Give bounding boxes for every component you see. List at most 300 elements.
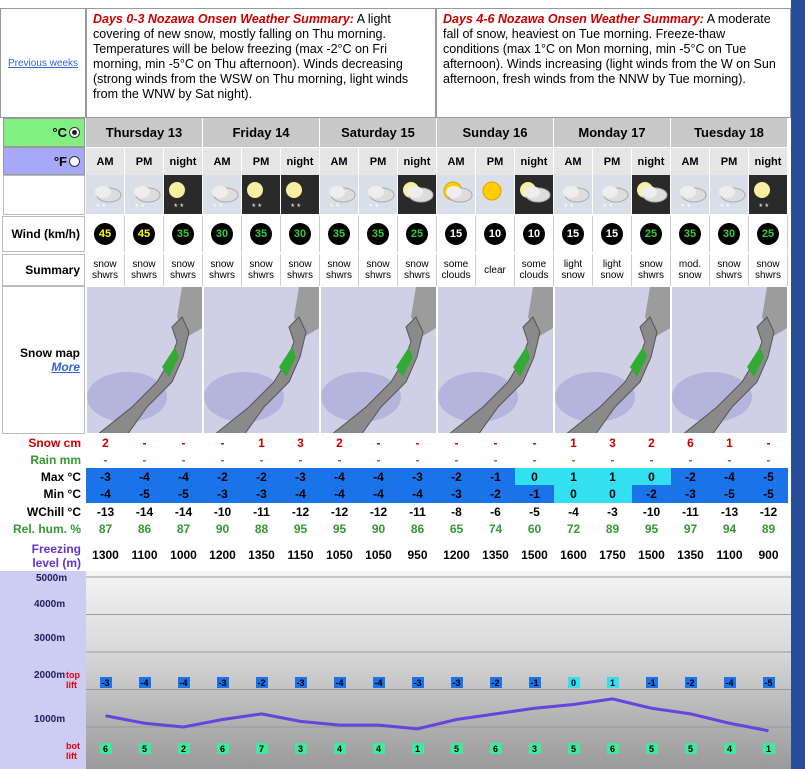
min-cell: -4	[320, 485, 359, 503]
min-cell: -4	[86, 485, 125, 503]
snow-label: Snow cm	[28, 436, 81, 450]
top-lift-temp: -2	[491, 677, 500, 688]
wchill-cell: -6	[476, 503, 515, 520]
snow-map-thumbnail[interactable]	[554, 286, 671, 434]
wind-cell	[125, 216, 164, 252]
wchill-cell: -12	[281, 503, 320, 520]
rain-cell: -	[203, 452, 242, 468]
min-cell: -4	[398, 485, 437, 503]
icon-row-label	[3, 175, 85, 215]
svg-text:* *: * *	[213, 202, 223, 212]
cloud-snow-icon	[593, 175, 632, 214]
freezing-level-line	[106, 699, 769, 731]
max-cell: -1	[476, 468, 515, 485]
wind-speed-badge: 45	[133, 223, 155, 245]
rain-cell: -	[671, 452, 710, 468]
snow-cloud-icon	[320, 175, 359, 214]
wind-speed-badge: 25	[757, 223, 779, 245]
rain-cell: -	[515, 452, 554, 468]
rh-cell: 86	[398, 520, 437, 538]
rh-cell: 90	[359, 520, 398, 538]
more-link[interactable]: More	[51, 360, 80, 374]
wind-speed-badge: 10	[484, 223, 506, 245]
svg-text:* *: * *	[759, 202, 769, 212]
freezing-label: Freezing level (m)	[31, 541, 81, 570]
max-cell: -3	[281, 468, 320, 485]
wind-label: Wind (km/h)	[2, 216, 85, 252]
rain-cell: -	[242, 452, 281, 468]
snow-cell: -	[359, 434, 398, 452]
summary-cell: snow shwrs	[359, 254, 398, 286]
fahrenheit-label: °F	[53, 153, 67, 169]
max-cell: 1	[554, 468, 593, 485]
wind-cell	[749, 216, 788, 252]
period-header: PM	[710, 147, 749, 175]
rain-cell: -	[749, 452, 788, 468]
rain-cell: -	[125, 452, 164, 468]
period-header: AM	[554, 147, 593, 175]
rh-cell: 74	[476, 520, 515, 538]
snow-cell: 2	[632, 434, 671, 452]
moon-snow-icon	[749, 175, 788, 214]
rain-cell: -	[554, 452, 593, 468]
snow-cell: -	[164, 434, 203, 452]
min-cell: -2	[476, 485, 515, 503]
rh-cell: 89	[749, 520, 788, 538]
summary-days-0-3	[86, 8, 436, 118]
snow-cloud-icon	[86, 175, 125, 214]
snow-cell: -	[749, 434, 788, 452]
wchill-cell: -12	[359, 503, 398, 520]
snow-cell: 3	[593, 434, 632, 452]
freezing-level-chart	[86, 571, 805, 769]
snow-cloud-icon	[125, 175, 164, 214]
min-cell: -3	[203, 485, 242, 503]
bot-lift-temp: 6	[100, 743, 112, 754]
period-header: night	[281, 147, 320, 175]
summary-text-1: A moderate fall of snow, heaviest on Tue morning. Freeze-thaw conditions (max 1°C on Mon morning, min -5°C on Tue afternoon). Winds increasing (light winds from the W on Sun afternoon, fresh winds from the NNW by Tue morning).	[443, 12, 776, 86]
bot-lift-temp: 5	[451, 743, 463, 754]
period-header: PM	[125, 147, 164, 175]
top-lift-temp: -4	[179, 677, 188, 688]
summary-title-1: Days 4-6 Nozawa Onsen Weather Summary:	[443, 12, 704, 26]
snow-cell: -	[515, 434, 554, 452]
moon-cloud-icon	[632, 175, 671, 214]
rh-cell: 94	[710, 520, 749, 538]
freezing-cell: 1000	[170, 548, 197, 562]
snow-cell: 6	[671, 434, 710, 452]
snow-map-label	[2, 286, 85, 434]
snow-cell: 1	[554, 434, 593, 452]
min-label: Min °C	[43, 487, 81, 501]
freezing-cell: 950	[407, 548, 428, 562]
freezing-cell: 1050	[365, 548, 392, 562]
rh-cell: 87	[86, 520, 125, 538]
wind-speed-badge: 15	[601, 223, 623, 245]
freezing-cell: 1100	[131, 548, 158, 562]
max-cell: -4	[164, 468, 203, 485]
wind-cell	[554, 216, 593, 252]
bot-lift-temp: 6	[490, 743, 502, 754]
period-header: AM	[671, 147, 710, 175]
wind-cell	[164, 216, 203, 252]
summary-cell: clear	[476, 254, 515, 286]
min-cell: -1	[515, 485, 554, 503]
rh-cell: 86	[125, 520, 164, 538]
snow-cell: -	[476, 434, 515, 452]
period-header: night	[164, 147, 203, 175]
wchill-label: WChill °C	[26, 504, 81, 519]
freezing-cell: 1200	[209, 548, 236, 562]
wind-speed-badge: 35	[328, 223, 350, 245]
sun-icon	[476, 175, 515, 214]
rain-cell: -	[398, 452, 437, 468]
period-header: AM	[86, 147, 125, 175]
wchill-cell: -10	[632, 503, 671, 520]
previous-weeks-link[interactable]: Previous weeks	[7, 57, 79, 69]
bot-lift-temp: 3	[295, 743, 307, 754]
max-cell: -4	[320, 468, 359, 485]
top-lift-temp: -1	[530, 677, 539, 688]
max-cell: -2	[242, 468, 281, 485]
top-lift-temp: 1	[607, 677, 619, 688]
wchill-cell: -3	[593, 503, 632, 520]
svg-text:* *: * *	[291, 202, 301, 212]
alt-5000: 5000m	[36, 573, 68, 584]
summary-cell: snow shwrs	[398, 254, 437, 286]
wind-cell	[710, 216, 749, 252]
period-header: night	[749, 147, 788, 175]
svg-text:* *: * *	[135, 202, 145, 212]
svg-text:* *: * *	[720, 202, 730, 212]
wind-cell	[593, 216, 632, 252]
snow-cell: -	[398, 434, 437, 452]
day-header: Friday 14	[203, 118, 320, 147]
freezing-cell: 1300	[92, 548, 119, 562]
snow-map-thumbnail[interactable]	[320, 286, 437, 434]
summary-cell: snow shwrs	[242, 254, 281, 286]
rain-cell: -	[281, 452, 320, 468]
wind-speed-badge: 45	[94, 223, 116, 245]
bot-lift-temp: 4	[373, 743, 385, 754]
bot-lift-temp: 6	[607, 743, 619, 754]
period-header: PM	[476, 147, 515, 175]
moon-snow-icon	[281, 175, 320, 214]
wchill-cell: -13	[86, 503, 125, 520]
wind-cell	[203, 216, 242, 252]
period-header: PM	[593, 147, 632, 175]
min-cell: 0	[554, 485, 593, 503]
top-lift-temp: -4	[140, 677, 149, 688]
alt-3000: 3000m	[34, 633, 66, 644]
svg-text:* *: * *	[330, 202, 340, 212]
day-header: Saturday 15	[320, 118, 437, 147]
wchill-cell: -4	[554, 503, 593, 520]
wind-cell	[281, 216, 320, 252]
snow-cell: 1	[242, 434, 281, 452]
rh-cell: 87	[164, 520, 203, 538]
rh-cell: 95	[632, 520, 671, 538]
top-lift-temp: -2	[686, 677, 695, 688]
period-header: AM	[203, 147, 242, 175]
max-cell: -3	[398, 468, 437, 485]
period-header: night	[398, 147, 437, 175]
freezing-cell: 1050	[326, 548, 353, 562]
max-label: Max °C	[40, 469, 81, 484]
max-cell: -4	[359, 468, 398, 485]
snow-map-thumbnail[interactable]	[86, 286, 203, 434]
top-lift-temp: 0	[568, 677, 580, 688]
wchill-cell: -11	[398, 503, 437, 520]
freezing-cell: 1100	[716, 548, 743, 562]
svg-text:* *: * *	[681, 202, 691, 212]
top-lift-temp: -3	[413, 677, 422, 688]
period-header: night	[515, 147, 554, 175]
bot-lift-temp: 4	[334, 743, 346, 754]
min-cell: -5	[710, 485, 749, 503]
wchill-cell: -8	[437, 503, 476, 520]
freezing-cell: 1500	[638, 548, 665, 562]
min-cell: -4	[359, 485, 398, 503]
summary-cell: snow shwrs	[164, 254, 203, 286]
summary-cell: snow shwrs	[281, 254, 320, 286]
nav-cell	[0, 8, 86, 118]
wchill-cell: -11	[242, 503, 281, 520]
wind-cell	[515, 216, 554, 252]
radio-selected-icon[interactable]	[69, 127, 80, 138]
min-cell: -3	[242, 485, 281, 503]
summary-label: Summary	[2, 254, 85, 286]
wind-speed-badge: 15	[562, 223, 584, 245]
top-lift-temp: -3	[218, 677, 227, 688]
wind-cell	[632, 216, 671, 252]
max-cell: -2	[671, 468, 710, 485]
max-cell: -3	[86, 468, 125, 485]
min-cell: -5	[164, 485, 203, 503]
top-lift-temp: -2	[257, 677, 266, 688]
wchill-cell: -14	[125, 503, 164, 520]
period-header: AM	[437, 147, 476, 175]
wind-speed-badge: 35	[250, 223, 272, 245]
rh-cell: 88	[242, 520, 281, 538]
cloud-snow-icon	[710, 175, 749, 214]
summary-cell: light snow	[593, 254, 632, 286]
max-cell: -5	[749, 468, 788, 485]
freezing-cell: 1150	[287, 548, 314, 562]
summary-title-0: Days 0-3 Nozawa Onsen Weather Summary:	[93, 12, 354, 26]
svg-text:* *: * *	[369, 202, 379, 212]
wind-speed-badge: 25	[640, 223, 662, 245]
summary-cell: snow shwrs	[749, 254, 788, 286]
rain-cell: -	[593, 452, 632, 468]
wchill-cell: -10	[203, 503, 242, 520]
min-cell: 0	[593, 485, 632, 503]
wind-cell	[671, 216, 710, 252]
day-header: Sunday 16	[437, 118, 554, 147]
snow-map-thumbnail[interactable]	[203, 286, 320, 434]
snow-cell: 1	[710, 434, 749, 452]
rain-label: Rain mm	[30, 453, 81, 467]
cloud-snow-icon	[671, 175, 710, 214]
max-cell: -2	[203, 468, 242, 485]
min-cell: -3	[437, 485, 476, 503]
top-lift-temp: -4	[335, 677, 344, 688]
top-lift-temp: -5	[764, 677, 773, 688]
bot-lift-temp: 6	[217, 743, 229, 754]
summary-cell: snow shwrs	[125, 254, 164, 286]
wind-cell	[86, 216, 125, 252]
snow-map-thumbnail[interactable]	[671, 286, 788, 434]
snow-cell: -	[203, 434, 242, 452]
period-header: PM	[359, 147, 398, 175]
snow-cell: -	[125, 434, 164, 452]
max-cell: -4	[710, 468, 749, 485]
moon-cloud-icon	[515, 175, 554, 214]
freezing-cell: 1350	[248, 548, 275, 562]
max-cell: 0	[632, 468, 671, 485]
freezing-cell: 1600	[560, 548, 587, 562]
rain-cell: -	[164, 452, 203, 468]
page-scrollbar-edge[interactable]	[791, 0, 805, 769]
snow-cell: -	[437, 434, 476, 452]
rh-cell: 95	[281, 520, 320, 538]
freezing-cell: 1500	[521, 548, 548, 562]
wind-cell	[359, 216, 398, 252]
snow-cell: 3	[281, 434, 320, 452]
max-cell: 1	[593, 468, 632, 485]
min-cell: -3	[671, 485, 710, 503]
celsius-label: °C	[52, 125, 67, 140]
summary-cell: snow shwrs	[320, 254, 359, 286]
day-header: Thursday 13	[86, 118, 203, 147]
bot-lift-temp: 4	[724, 743, 736, 754]
rain-cell: -	[359, 452, 398, 468]
rh-cell: 72	[554, 520, 593, 538]
wind-speed-badge: 35	[367, 223, 389, 245]
bot-lift-temp: 1	[763, 743, 775, 754]
freezing-level-svg	[86, 571, 805, 769]
bot-lift-temp: 5	[139, 743, 151, 754]
wind-speed-badge: 30	[718, 223, 740, 245]
top-lift-temp: -4	[374, 677, 383, 688]
wind-speed-badge: 35	[172, 223, 194, 245]
wind-speed-badge: 30	[211, 223, 233, 245]
rh-label: Rel. hum. %	[12, 522, 81, 536]
min-cell: -5	[749, 485, 788, 503]
top-lift-label: top lift	[66, 670, 80, 690]
wchill-cell: -12	[749, 503, 788, 520]
wchill-cell: -5	[515, 503, 554, 520]
min-cell: -2	[632, 485, 671, 503]
wind-cell	[398, 216, 437, 252]
wind-cell	[242, 216, 281, 252]
max-cell: -4	[125, 468, 164, 485]
svg-text:* *: * *	[252, 202, 262, 212]
snow-cloud-icon	[359, 175, 398, 214]
rh-cell: 95	[320, 520, 359, 538]
altitude-axis	[0, 571, 86, 769]
rain-cell: -	[437, 452, 476, 468]
wind-cell	[476, 216, 515, 252]
wind-speed-badge: 15	[445, 223, 467, 245]
alt-1000: 1000m	[34, 714, 66, 725]
top-lift-temp: -1	[647, 677, 656, 688]
rh-cell: 97	[671, 520, 710, 538]
wind-speed-badge: 35	[679, 223, 701, 245]
bot-lift-temp: 5	[685, 743, 697, 754]
top-lift-temp: -3	[452, 677, 461, 688]
wchill-cell: -14	[164, 503, 203, 520]
moon-cloud-icon	[398, 175, 437, 214]
max-cell: 0	[515, 468, 554, 485]
summary-cell: snow shwrs	[86, 254, 125, 286]
wind-cell	[437, 216, 476, 252]
rain-cell: -	[476, 452, 515, 468]
svg-text:* *: * *	[174, 202, 184, 212]
wchill-cell: -12	[320, 503, 359, 520]
svg-text:* *: * *	[603, 202, 613, 212]
rh-cell: 90	[203, 520, 242, 538]
period-header: AM	[320, 147, 359, 175]
period-header: PM	[242, 147, 281, 175]
day-header: Monday 17	[554, 118, 671, 147]
rh-cell: 89	[593, 520, 632, 538]
rain-cell: -	[320, 452, 359, 468]
top-lift-temp: -4	[725, 677, 734, 688]
snow-cell: 2	[320, 434, 359, 452]
bot-lift-label: bot lift	[66, 741, 80, 761]
freezing-cell: 1200	[443, 548, 470, 562]
summary-text-0: A light covering of new snow, mostly falling on Thu morning. Temperatures will be below freezing (max -2°C on Fri morning, min -5°C on Thu afternoon). Winds decreasing (strong winds from the WSW on Thu morning, light winds from the WNW by Sat night).	[93, 12, 409, 101]
summary-cell: light snow	[554, 254, 593, 286]
cloud-snow-icon	[554, 175, 593, 214]
bot-lift-temp: 5	[568, 743, 580, 754]
moon-snow-icon	[164, 175, 203, 214]
fahrenheit-toggle[interactable]	[3, 147, 85, 175]
svg-text:* *: * *	[96, 202, 106, 212]
wchill-cell: -13	[710, 503, 749, 520]
summary-days-4-6	[436, 8, 791, 118]
day-header: Tuesday 18	[671, 118, 788, 147]
radio-empty-icon[interactable]	[69, 156, 80, 167]
alt-4000: 4000m	[34, 599, 66, 610]
summary-cell: some clouds	[515, 254, 554, 286]
snow-map-title: Snow map	[19, 346, 80, 360]
svg-text:* *: * *	[564, 202, 574, 212]
top-lift-temp: -3	[101, 677, 110, 688]
freezing-cell: 1350	[677, 548, 704, 562]
summary-cell: snow shwrs	[203, 254, 242, 286]
wind-speed-badge: 10	[523, 223, 545, 245]
rain-cell: -	[632, 452, 671, 468]
snow-cloud-icon	[203, 175, 242, 214]
wind-speed-badge: 25	[406, 223, 428, 245]
period-header: night	[632, 147, 671, 175]
wind-cell	[320, 216, 359, 252]
alt-2000: 2000m	[34, 670, 66, 681]
celsius-toggle[interactable]	[3, 118, 85, 147]
wind-speed-badge: 30	[289, 223, 311, 245]
rh-cell: 60	[515, 520, 554, 538]
freezing-cell: 1350	[482, 548, 509, 562]
top-lift-temp: -3	[296, 677, 305, 688]
bot-lift-temp: 3	[529, 743, 541, 754]
rain-cell: -	[710, 452, 749, 468]
summary-cell: snow shwrs	[710, 254, 749, 286]
sun-cloud-icon	[437, 175, 476, 214]
snow-map-thumbnail[interactable]	[437, 286, 554, 434]
summary-cell: mod. snow	[671, 254, 710, 286]
